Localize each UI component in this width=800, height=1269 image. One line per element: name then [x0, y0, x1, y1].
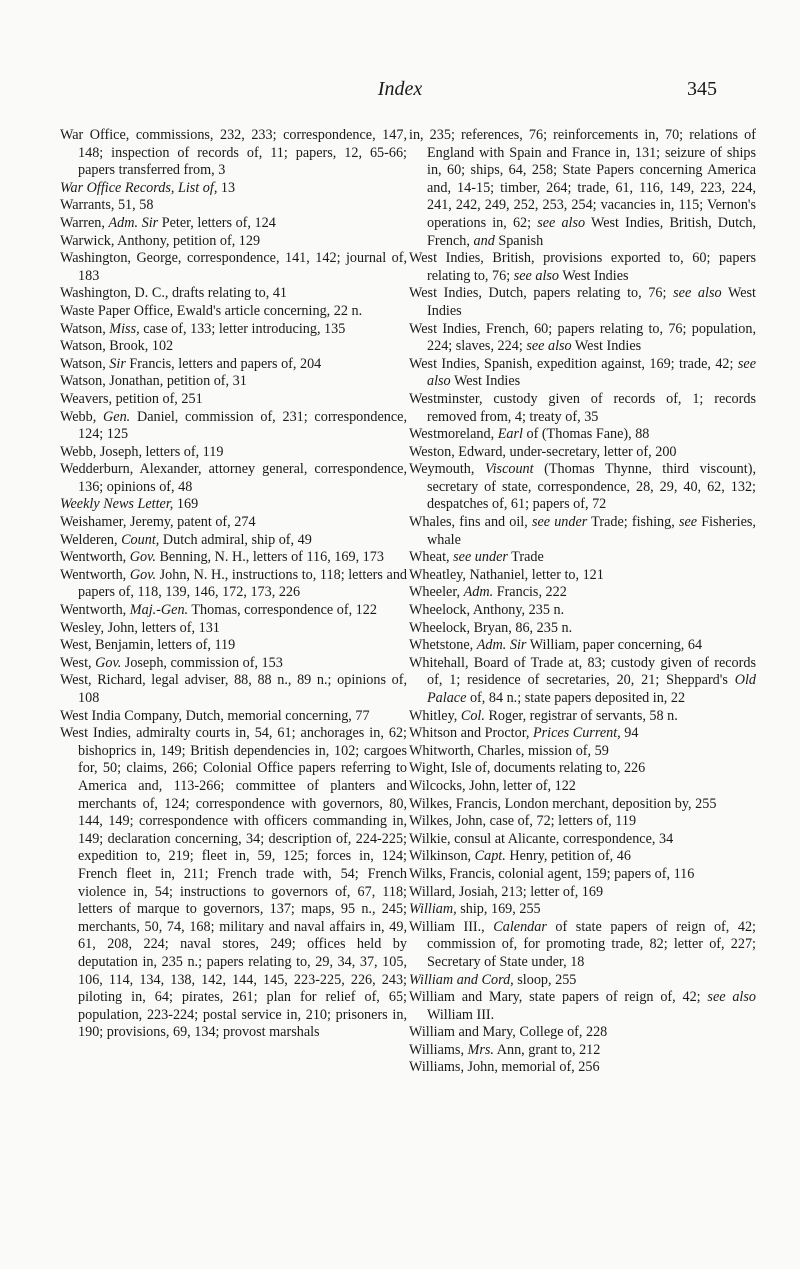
index-entry: West Indies, Dutch, papers relating to, 76; see also West Indies [409, 285, 756, 319]
index-entry: Whitehall, Board of Trade at, 83; custody given of records of, 1; residence of secretaries, 20, 21; Sheppard's Old Palace of, 84 n.; state papers deposited in, 22 [409, 654, 756, 706]
index-entry: Warrants, 51, 58 [60, 197, 154, 214]
index-entry: Wilkes, John, case of, 72; letters of, 119 [409, 813, 637, 830]
index-entry: Wilkie, consul at Alicante, correspondence, 34 [409, 830, 674, 847]
index-entry: Weavers, petition of, 251 [60, 390, 203, 407]
index-entry: Waste Paper Office, Ewald's article concerning, 22 n. [60, 302, 363, 319]
index-entry: Weston, Edward, under-secretary, letter of, 200 [409, 443, 677, 460]
index-entry: Willard, Josiah, 213; letter of, 169 [409, 883, 604, 900]
index-entry: War Office Records, List of, 13 [60, 179, 236, 196]
index-entry: Watson, Miss, case of, 133; letter introducing, 135 [60, 320, 346, 337]
index-entry: Wight, Isle of, documents relating to, 226 [409, 760, 646, 777]
index-entry: West Indies, French, 60; papers relating to, 76; population, 224; slaves, 224; see also West Indies [409, 320, 756, 355]
page-header [0, 78, 800, 104]
index-entry: Webb, Joseph, letters of, 119 [60, 443, 224, 460]
index-entry: Westmoreland, Earl of (Thomas Fane), 88 [409, 426, 650, 443]
index-entry: West India Company, Dutch, memorial concerning, 77 [60, 707, 370, 724]
index-entry: Weishamer, Jeremy, patent of, 274 [60, 514, 256, 531]
index-entry: Wheeler, Adm. Francis, 222 [409, 584, 567, 601]
index-entry: William III., Calendar of state papers of reign of, 42; commission of, for promoting trade, 82; letter of, 227; Secretary of State under, 18 [409, 918, 756, 970]
index-entry: Williams, John, memorial of, 256 [409, 1059, 600, 1076]
index-entry: West Indies, British, provisions exported to, 60; papers relating to, 76; see also West Indies [409, 250, 756, 284]
index-entry: West, Gov. Joseph, commission of, 153 [60, 654, 283, 671]
index-entry: Watson, Jonathan, petition of, 31 [60, 373, 247, 390]
index-entry: Webb, Gen. Daniel, commission of, 231; correspondence, 124; 125 [60, 408, 407, 443]
index-entry: Westminster, custody given of records of, 1; records removed from, 4; treaty of, 35 [409, 390, 756, 425]
index-entry: West Indies, Spanish, expedition against, 169; trade, 42; see also West Indies [409, 355, 756, 390]
index-entry: West, Richard, legal adviser, 88, 88 n., 89 n.; opinions of, 108 [60, 672, 407, 706]
index-entry: Warren, Adm. Sir Peter, letters of, 124 [60, 214, 276, 231]
page-number: 345 [687, 78, 717, 100]
index-entry: Wentworth, Gov. Benning, N. H., letters of 116, 169, 173 [60, 549, 384, 566]
index-entry: Wilkinson, Capt. Henry, petition of, 46 [409, 848, 631, 865]
index-entry: Wheatley, Nathaniel, letter to, 121 [409, 566, 604, 583]
index-entry: Wilcocks, John, letter of, 122 [409, 777, 576, 794]
index-entry: Wedderburn, Alexander, attorney general, correspondence, 136; opinions of, 48 [60, 461, 407, 495]
page-title: Index [377, 78, 423, 100]
index-entry: William, ship, 169, 255 [409, 901, 541, 918]
index-entry: Whales, fins and oil, see under Trade; fishing, see Fisheries, whale [409, 514, 756, 548]
index-entry: Wentworth, Maj.-Gen. Thomas, correspondence of, 122 [60, 602, 377, 619]
index-entry: Whitley, Col. Roger, registrar of servants, 58 n. [409, 707, 678, 724]
index-entry: Whitson and Proctor, Prices Current, 94 [409, 725, 639, 742]
index-entry: Washington, George, correspondence, 141, 142; journal of, 183 [60, 250, 407, 284]
index-entry: Whitworth, Charles, mission of, 59 [409, 742, 609, 759]
index-entry: War Office, commissions, 232, 233; correspondence, 147, 148; inspection of records of, 11; papers, 12, 65-66; papers transferred from, 3 [60, 127, 407, 179]
index-entry: Williams, Mrs. Ann, grant to, 212 [409, 1041, 601, 1058]
index-entry: Warwick, Anthony, petition of, 129 [60, 232, 261, 249]
index-entry: Weymouth, Viscount (Thomas Thynne, third viscount), secretary of state, correspondence, 28, 29, 40, 62, 132; despatches of, 61; papers of, 72 [409, 461, 756, 513]
index-entry: William and Mary, College of, 228 [409, 1024, 608, 1041]
index-entry: Wilkes, Francis, London merchant, deposition by, 255 [409, 795, 717, 812]
index-entry: Wentworth, Gov. John, N. H., instructions to, 118; letters and papers of, 118, 139, 146, 172, 173, 226 [60, 566, 408, 601]
index-entry: Wheelock, Bryan, 86, 235 n. [409, 619, 573, 636]
index-entry: Whetstone, Adm. Sir William, paper concerning, 64 [409, 637, 703, 654]
index-entry: William and Cord, sloop, 255 [409, 971, 577, 988]
index-entry: Watson, Brook, 102 [60, 338, 174, 355]
index-entry: Watson, Sir Francis, letters and papers of, 204 [60, 355, 322, 372]
index-entry: Welderen, Count, Dutch admiral, ship of, 49 [60, 531, 312, 548]
index-entry: Wilks, Francis, colonial agent, 159; papers of, 116 [409, 865, 695, 882]
index-entry: Washington, D. C., drafts relating to, 41 [60, 285, 288, 302]
index-column-right [409, 127, 756, 1077]
index-entry: Wheat, see under Trade [409, 549, 544, 566]
index-entry: West, Benjamin, letters of, 119 [60, 637, 236, 654]
index-entry: in, 235; references, 76; reinforcements in, 70; relations of England with Spain and France in, 131; seizure of ships in, 60; ships, 64, 258; State Papers concerning America and, 14-15; timber, 264; trade, 61, 116, 149, 223, 224, 241, 242, 249, 252, 253, 254; vacancies in, 115; Vernon's operations in, 62; see also West Indies, British, Dutch, French, and Spanish [409, 127, 756, 249]
index-entry: Wesley, John, letters of, 131 [60, 619, 220, 636]
index-entry: West Indies, admiralty courts in, 54, 61; anchorages in, 62; bishoprics in, 149; British dependencies in, 102; cargoes for, 50; claims, 266; Colonial Office papers referring to America and, 113-266; committee of planters and merchants of, 124; correspondence with governors, 80, 144, 149; correspondence with officers commanding in, 149; declaration concerning, 34; description of, 224-225; expedition to, 219; fleet in, 59, 125; forces in, 124; French fleet in, 211; French trade with, 54; French violence in, 54; instructions to governors of, 67, 118; letters of marque to governors, 137; maps, 95 n., 245; merchants, 50, 74, 168; military and naval affairs in, 49, 61, 208, 224; naval stores, 249; offices held by deputation in, 235 n.; papers relating to, 29, 34, 37, 105, 106, 114, 134, 138, 142, 144, 145, 223-225, 226, 243; piloting in, 64; pirates, 261; plan for relief of, 65; population, 223-224; postal service in, 210; prisoners in, 190; provisions, 69, 134; provost marshals [60, 725, 407, 1041]
index-entry: Weekly News Letter, 169 [60, 496, 199, 513]
index-column-left [60, 127, 407, 1042]
index-entry: William and Mary, state papers of reign of, 42; see also William III. [409, 989, 756, 1023]
index-entry: Wheelock, Anthony, 235 n. [409, 602, 565, 619]
